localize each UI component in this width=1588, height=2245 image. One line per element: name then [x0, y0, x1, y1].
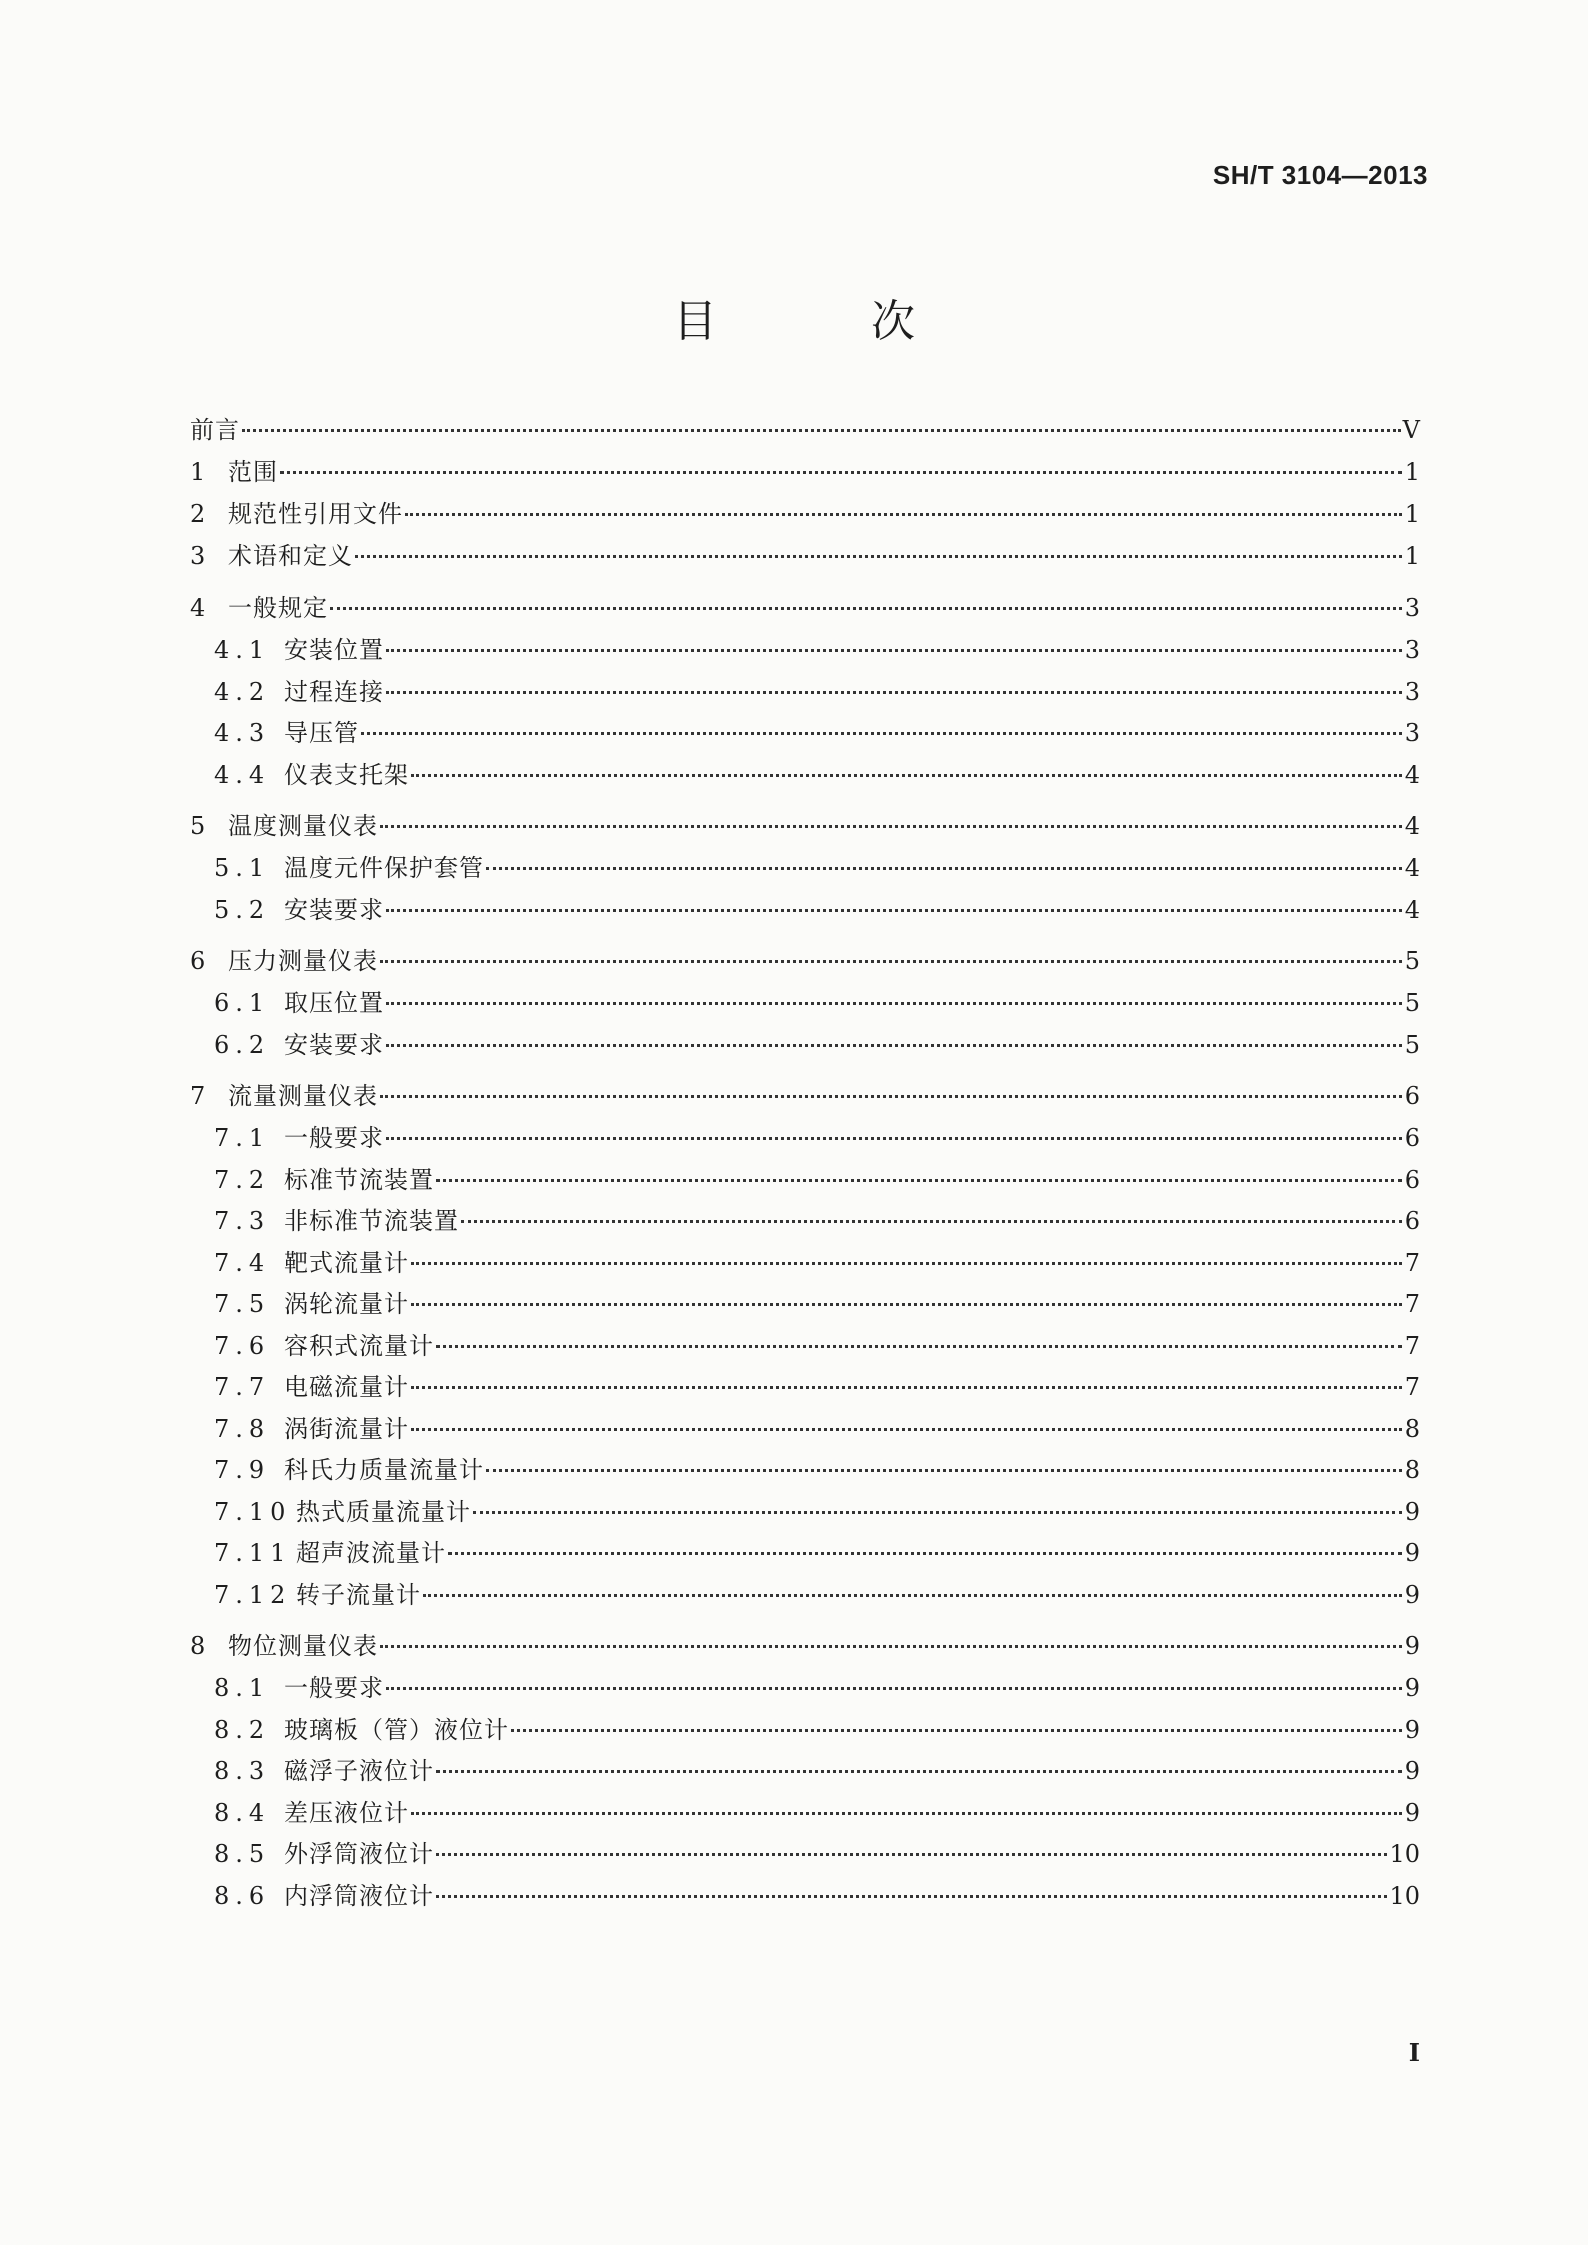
- toc-entry-title: 电磁流量计: [284, 1373, 409, 1401]
- toc-section-entry[interactable]: [190, 1409, 1420, 1451]
- toc-entry-page: 1: [1404, 542, 1420, 570]
- toc-entry-title: 涡街流量计: [284, 1414, 409, 1443]
- toc-entry-number: 6.1: [214, 989, 271, 1017]
- toc-entry-title: 标准节流装置: [284, 1165, 434, 1194]
- toc-entry-title: 科氏力质量流量计: [284, 1456, 484, 1484]
- toc-chapter-entry[interactable]: [190, 536, 1420, 578]
- toc-entry-title: 靶式流量计: [284, 1248, 409, 1277]
- toc-entry-page: 4: [1404, 895, 1420, 924]
- toc-section-entry[interactable]: [190, 1834, 1420, 1876]
- toc-entry-number: 7.2: [214, 1165, 271, 1194]
- dot-leader: [511, 1729, 1402, 1732]
- dot-leader: [411, 1262, 1402, 1265]
- toc-entry-title: 压力测量仪表: [228, 947, 378, 975]
- toc-section-entry[interactable]: [190, 983, 1420, 1025]
- dot-leader: [436, 1895, 1387, 1898]
- toc-section-entry[interactable]: [190, 755, 1420, 797]
- toc-entry-page: 9: [1404, 1798, 1420, 1827]
- toc-entry-title: 导压管: [284, 719, 359, 747]
- dot-leader: [411, 1386, 1402, 1389]
- toc-chapter-entry[interactable]: [190, 494, 1420, 536]
- toc-entry-number: 8.1: [214, 1674, 271, 1702]
- table-of-contents: [190, 410, 1420, 1917]
- dot-leader: [380, 1095, 1402, 1098]
- dot-leader: [411, 774, 1402, 777]
- toc-entry-page: 8: [1404, 1414, 1420, 1443]
- toc-section-entry[interactable]: [190, 1025, 1420, 1067]
- toc-entry-number: 4.3: [214, 719, 271, 747]
- toc-entry-title: 差压液位计: [284, 1798, 409, 1827]
- dot-leader: [380, 960, 1402, 963]
- toc-entry-number: 5.1: [214, 854, 271, 882]
- dot-leader: [330, 607, 1402, 610]
- toc-entry-number: 7.3: [214, 1207, 271, 1235]
- toc-entry-page: 7: [1404, 1248, 1420, 1277]
- toc-entry-page: 6: [1404, 1165, 1420, 1194]
- toc-entry-number: 7.10: [214, 1497, 292, 1526]
- toc-entry-number: 7.8: [214, 1414, 271, 1443]
- toc-entry-title: 容积式流量计: [284, 1331, 434, 1360]
- page-title: 目 次: [673, 296, 985, 347]
- dot-leader: [380, 825, 1402, 828]
- dot-leader: [448, 1552, 1402, 1555]
- toc-entry-number: 4.4: [214, 760, 271, 789]
- toc-entry-page: 9: [1404, 1715, 1420, 1744]
- toc-entry-number: 7.6: [214, 1331, 271, 1360]
- toc-section-entry[interactable]: [190, 1160, 1420, 1202]
- toc-entry-number: 6: [190, 947, 208, 975]
- dot-leader: [386, 691, 1402, 694]
- toc-entry-page: V: [1402, 416, 1420, 444]
- dot-leader: [423, 1594, 1402, 1597]
- dot-leader: [436, 1179, 1402, 1182]
- toc-chapter-entry[interactable]: [190, 941, 1420, 983]
- toc-entry-number: 8.4: [214, 1798, 271, 1827]
- toc-section-entry[interactable]: [190, 890, 1420, 932]
- toc-entry-number: 8.5: [214, 1840, 271, 1868]
- toc-entry-number: 1: [190, 458, 208, 486]
- toc-section-entry[interactable]: [190, 1492, 1420, 1534]
- standard-code: SH/T 3104—2013: [1212, 160, 1428, 190]
- toc-entry-number: 2: [190, 500, 208, 528]
- toc-entry-page: 9: [1404, 1539, 1420, 1567]
- toc-entry-number: 7.4: [214, 1248, 271, 1277]
- toc-section-entry[interactable]: [190, 1326, 1420, 1368]
- toc-section-entry[interactable]: [190, 1284, 1420, 1326]
- toc-entry-page: 9: [1404, 1674, 1420, 1702]
- toc-chapter-entry[interactable]: [190, 588, 1420, 630]
- dot-leader: [386, 1687, 1402, 1690]
- toc-entry-title: 非标准节流装置: [284, 1207, 459, 1235]
- toc-chapter-entry[interactable]: [190, 1626, 1420, 1668]
- toc-entry-page: 4: [1404, 760, 1420, 789]
- toc-section-entry[interactable]: [190, 1751, 1420, 1793]
- toc-entry-title: 温度元件保护套管: [284, 854, 484, 882]
- toc-entry-page: 6: [1404, 1082, 1420, 1110]
- toc-entry-number: 7.5: [214, 1290, 271, 1318]
- dot-leader: [473, 1511, 1402, 1514]
- toc-entry-title: 仪表支托架: [284, 760, 409, 789]
- toc-entry-page: 4: [1404, 854, 1420, 882]
- toc-entry-page: 9: [1404, 1497, 1420, 1526]
- toc-entry-title: 温度测量仪表: [228, 812, 378, 840]
- toc-chapter-entry[interactable]: [190, 410, 1420, 452]
- toc-entry-page: 9: [1404, 1757, 1420, 1785]
- toc-entry-title: 内浮筒液位计: [284, 1881, 434, 1910]
- dot-leader: [361, 732, 1402, 735]
- toc-entry-number: 4.1: [214, 636, 271, 664]
- toc-section-entry[interactable]: [190, 713, 1420, 755]
- dot-leader: [242, 429, 1401, 432]
- toc-entry-title: 前言: [190, 416, 240, 444]
- toc-entry-title: 过程连接: [284, 677, 384, 706]
- toc-entry-title: 一般要求: [284, 1674, 384, 1702]
- toc-entry-title: 热式质量流量计: [296, 1497, 471, 1526]
- toc-entry-number: 7.1: [214, 1124, 271, 1152]
- toc-section-entry[interactable]: [190, 1668, 1420, 1710]
- toc-entry-number: 7.7: [214, 1373, 271, 1401]
- toc-entry-page: 6: [1404, 1124, 1420, 1152]
- toc-entry-page: 1: [1404, 458, 1420, 486]
- dot-leader: [386, 1137, 1402, 1140]
- toc-entry-title: 安装要求: [284, 895, 384, 924]
- toc-section-entry[interactable]: [190, 1876, 1420, 1918]
- toc-entry-page: 3: [1404, 719, 1420, 747]
- dot-leader: [405, 513, 1402, 516]
- dot-leader: [436, 1345, 1402, 1348]
- toc-entry-page: 5: [1404, 947, 1420, 975]
- toc-entry-number: 4: [190, 594, 208, 622]
- toc-section-entry[interactable]: [190, 1450, 1420, 1492]
- toc-entry-page: 5: [1404, 1030, 1420, 1059]
- toc-entry-title: 外浮筒液位计: [284, 1840, 434, 1868]
- dot-leader: [461, 1220, 1402, 1223]
- toc-entry-page: 5: [1404, 989, 1420, 1017]
- dot-leader: [436, 1770, 1402, 1773]
- toc-entry-title: 安装位置: [284, 636, 384, 664]
- dot-leader: [411, 1303, 1402, 1306]
- toc-entry-title: 一般规定: [228, 594, 328, 622]
- toc-entry-title: 涡轮流量计: [284, 1290, 409, 1318]
- toc-entry-page: 1: [1404, 500, 1420, 528]
- toc-entry-number: 4.2: [214, 677, 271, 706]
- toc-section-entry[interactable]: [190, 1575, 1420, 1617]
- toc-entry-page: 7: [1404, 1331, 1420, 1360]
- toc-section-entry[interactable]: [190, 1118, 1420, 1160]
- toc-entry-page: 3: [1404, 594, 1420, 622]
- toc-entry-title: 物位测量仪表: [228, 1632, 378, 1660]
- dot-leader: [380, 1645, 1402, 1648]
- toc-section-entry[interactable]: [190, 1710, 1420, 1752]
- dot-leader: [386, 649, 1402, 652]
- toc-entry-number: 8: [190, 1632, 208, 1660]
- toc-entry-number: 5.2: [214, 895, 271, 924]
- toc-entry-number: 7.12: [214, 1580, 292, 1609]
- toc-entry-page: 8: [1404, 1456, 1420, 1484]
- toc-section-entry[interactable]: [190, 1243, 1420, 1285]
- toc-entry-page: 4: [1404, 812, 1420, 840]
- toc-section-entry[interactable]: [190, 1533, 1420, 1575]
- toc-entry-page: 9: [1404, 1632, 1420, 1660]
- toc-entry-title: 转子流量计: [296, 1580, 421, 1609]
- toc-entry-page: 10: [1389, 1840, 1420, 1868]
- toc-entry-number: 3: [190, 542, 208, 570]
- dot-leader: [411, 1428, 1402, 1431]
- toc-entry-page: 3: [1404, 677, 1420, 706]
- toc-section-entry[interactable]: [190, 1793, 1420, 1835]
- toc-entry-title: 流量测量仪表: [228, 1082, 378, 1110]
- dot-leader: [355, 555, 1402, 558]
- dot-leader: [486, 1469, 1402, 1472]
- toc-entry-number: 8.2: [214, 1715, 271, 1744]
- toc-entry-title: 磁浮子液位计: [284, 1757, 434, 1785]
- dot-leader: [280, 471, 1402, 474]
- toc-entry-number: 8.6: [214, 1881, 271, 1910]
- toc-entry-page: 3: [1404, 636, 1420, 664]
- toc-entry-page: 10: [1389, 1881, 1420, 1910]
- page-number: I: [1408, 2038, 1420, 2067]
- dot-leader: [436, 1853, 1387, 1856]
- toc-entry-title: 玻璃板（管）液位计: [284, 1715, 509, 1744]
- toc-entry-page: 9: [1404, 1580, 1420, 1609]
- dot-leader: [386, 909, 1402, 912]
- toc-entry-title: 取压位置: [284, 989, 384, 1017]
- toc-entry-number: 7: [190, 1082, 208, 1110]
- toc-entry-page: 6: [1404, 1207, 1420, 1235]
- toc-section-entry[interactable]: [190, 1201, 1420, 1243]
- toc-entry-number: 8.3: [214, 1757, 271, 1785]
- toc-entry-number: 7.11: [214, 1539, 292, 1567]
- toc-entry-number: 5: [190, 812, 208, 840]
- toc-chapter-entry[interactable]: [190, 806, 1420, 848]
- dot-leader: [386, 1002, 1402, 1005]
- toc-entry-number: 6.2: [214, 1030, 271, 1059]
- dot-leader: [486, 867, 1402, 870]
- toc-entry-page: 7: [1404, 1373, 1420, 1401]
- toc-section-entry[interactable]: [190, 672, 1420, 714]
- dot-leader: [386, 1044, 1402, 1047]
- toc-chapter-entry[interactable]: [190, 452, 1420, 494]
- toc-entry-title: 超声波流量计: [296, 1539, 446, 1567]
- dot-leader: [411, 1812, 1402, 1815]
- toc-section-entry[interactable]: [190, 630, 1420, 672]
- toc-entry-title: 规范性引用文件: [228, 500, 403, 528]
- toc-entry-page: 7: [1404, 1290, 1420, 1318]
- toc-entry-number: 7.9: [214, 1456, 271, 1484]
- toc-section-entry[interactable]: [190, 1367, 1420, 1409]
- toc-entry-title: 范围: [228, 458, 278, 486]
- toc-entry-title: 一般要求: [284, 1124, 384, 1152]
- toc-entry-title: 安装要求: [284, 1030, 384, 1059]
- toc-entry-title: 术语和定义: [228, 542, 353, 570]
- toc-section-entry[interactable]: [190, 848, 1420, 890]
- toc-chapter-entry[interactable]: [190, 1076, 1420, 1118]
